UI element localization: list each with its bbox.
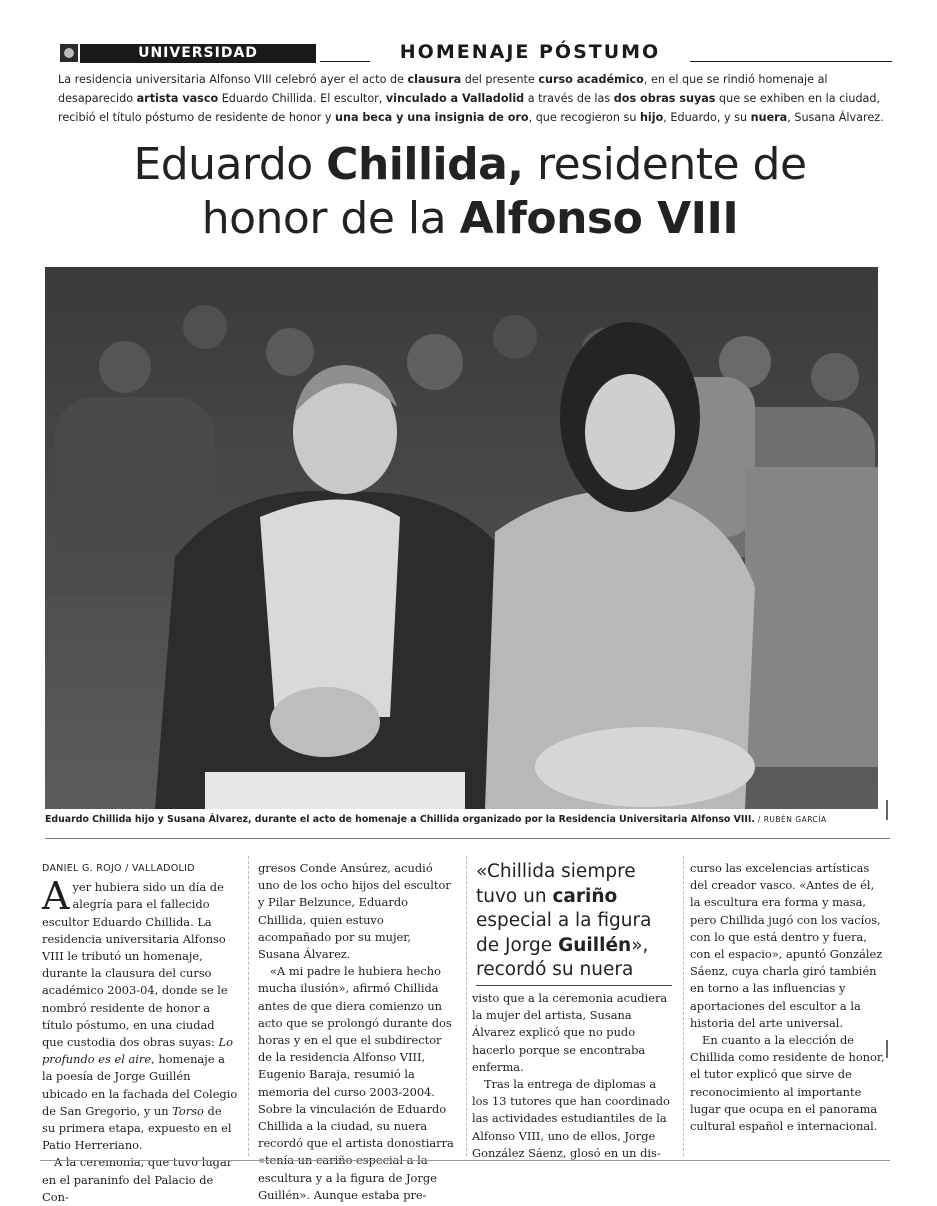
kicker-title: HOMENAJE PÓSTUMO xyxy=(370,40,690,64)
column-divider xyxy=(248,856,249,1156)
photo-credit: / RUBÉN GARCÍA xyxy=(754,815,827,824)
article-paragraph: En cuanto a la elección de Chillida como residente de honor, el tutor explicó que sirve de reconocimiento al importante lugar que ocupa en el panorama cultural español e internacional. xyxy=(690,1033,885,1134)
drop-cap: A xyxy=(42,874,70,919)
article-paragraph: A la ceremonia, que tuvo lugar en el paraninfo del Palacio de Con- xyxy=(42,1155,233,1204)
news-photo xyxy=(45,267,878,809)
article-column-2 xyxy=(258,860,454,1204)
byline: DANIEL G. ROJO / VALLADOLID xyxy=(42,863,195,874)
quote-rule xyxy=(476,985,672,986)
article-paragraph: «A mi padre le hubiera hecho mucha ilusión», afirmó Chillida antes de que diera comienzo un acto que se prolongó durante dos horas y en el que el subdirector de la residencia Alfonso VIII, Eugenio Baraja, resumió la memoria del curso 2003-2004. Sobre la vinculación de Eduardo Chillida a la ciudad, su nuera recordó que el artista donostiarra «tenía un cariño especial a la escultura y a la figura de Jorge Guillén». Aunque estaba pre- xyxy=(258,964,454,1202)
headline: Eduardo Chillida, residente de honor de la Alfonso VIII xyxy=(133,139,807,244)
article-paragraph: curso las excelencias artísticas del creador vasco. «Antes de él, la escultura era forma y masa, pero Chillida jugó con los vacíos, con lo que está dentro y fuera, con el espacio», apuntó González Sáenz, cuya charla giró también en torno a las influencias y aportaciones del escultor a la historia del arte universal. xyxy=(690,861,883,1030)
article-column-4 xyxy=(690,860,886,1135)
photo-caption: Eduardo Chillida hijo y Susana Álvarez, durante el acto de homenaje a Chillida organizado por la Residencia Universitaria Alfonso VIII. / RUBÉN GARCÍA xyxy=(45,814,827,825)
scan-edge-mark xyxy=(886,800,888,820)
column-divider xyxy=(683,856,684,1156)
article-paragraph: gresos Conde Ansúrez, acudió uno de los ocho hijos del escultor y Pilar Belzunce, Eduardo Chillida, quien estuvo acompañado por su mujer, Susana Álvarez. xyxy=(258,861,451,962)
photo-illustration xyxy=(45,267,878,809)
section-icon xyxy=(60,44,78,62)
article-paragraph: visto que a la ceremonia acudiera la mujer del artista, Susana Álvarez explicó que no pudo hacerlo porque se encontraba enferma. xyxy=(472,991,668,1074)
article-paragraph: Tras la entrega de diplomas a los 13 tutores que han coordinado las actividades estudiantiles de la Alfonso VIII, uno de ellos, Jorge González Sáenz, glosó en un dis- xyxy=(472,1077,670,1160)
article-column-1 xyxy=(42,860,238,1206)
caption-divider xyxy=(45,838,890,839)
article-column-3 xyxy=(472,990,672,1162)
article-paragraph: Ayer hubiera sido un día de alegría para el fallecido escultor Eduardo Chillida. La residencia universitaria Alfonso VIII le tributó un homenaje, durante la clausura del curso académico 2003-04, donde se le nombró residente de honor a título póstumo, en una ciudad que custodia dos obras suyas: Lo profundo es el aire, homenaje a la poesía de Jorge Guillén ubicado en la fachada del Colegio de San Gregorio, y un Torso de su primera etapa, expuesto en el Patio Herreriano. xyxy=(42,874,238,1153)
section-label: UNIVERSIDAD xyxy=(80,44,316,63)
bottom-rule xyxy=(40,1160,890,1161)
pull-quote: «Chillida siempre tuvo un cariño especial a la figura de Jorge Guillén», recordó su nuera xyxy=(476,861,652,980)
summary-text: La residencia universitaria Alfonso VIII celebró ayer el acto de clausura del presente curso académico, en el que se rindió homenaje al desaparecido artista vasco Eduardo Chillida. El escultor, vinculado a Valladolid a través de las dos obras suyas que se exhiben en la ciudad, recibió el título póstumo de residente de honor y una beca y una insignia de oro, que recogieron su hijo, Eduardo, y su nuera, Susana Álvarez. xyxy=(58,73,884,124)
scan-edge-mark xyxy=(886,1040,888,1058)
column-divider xyxy=(466,856,467,1156)
